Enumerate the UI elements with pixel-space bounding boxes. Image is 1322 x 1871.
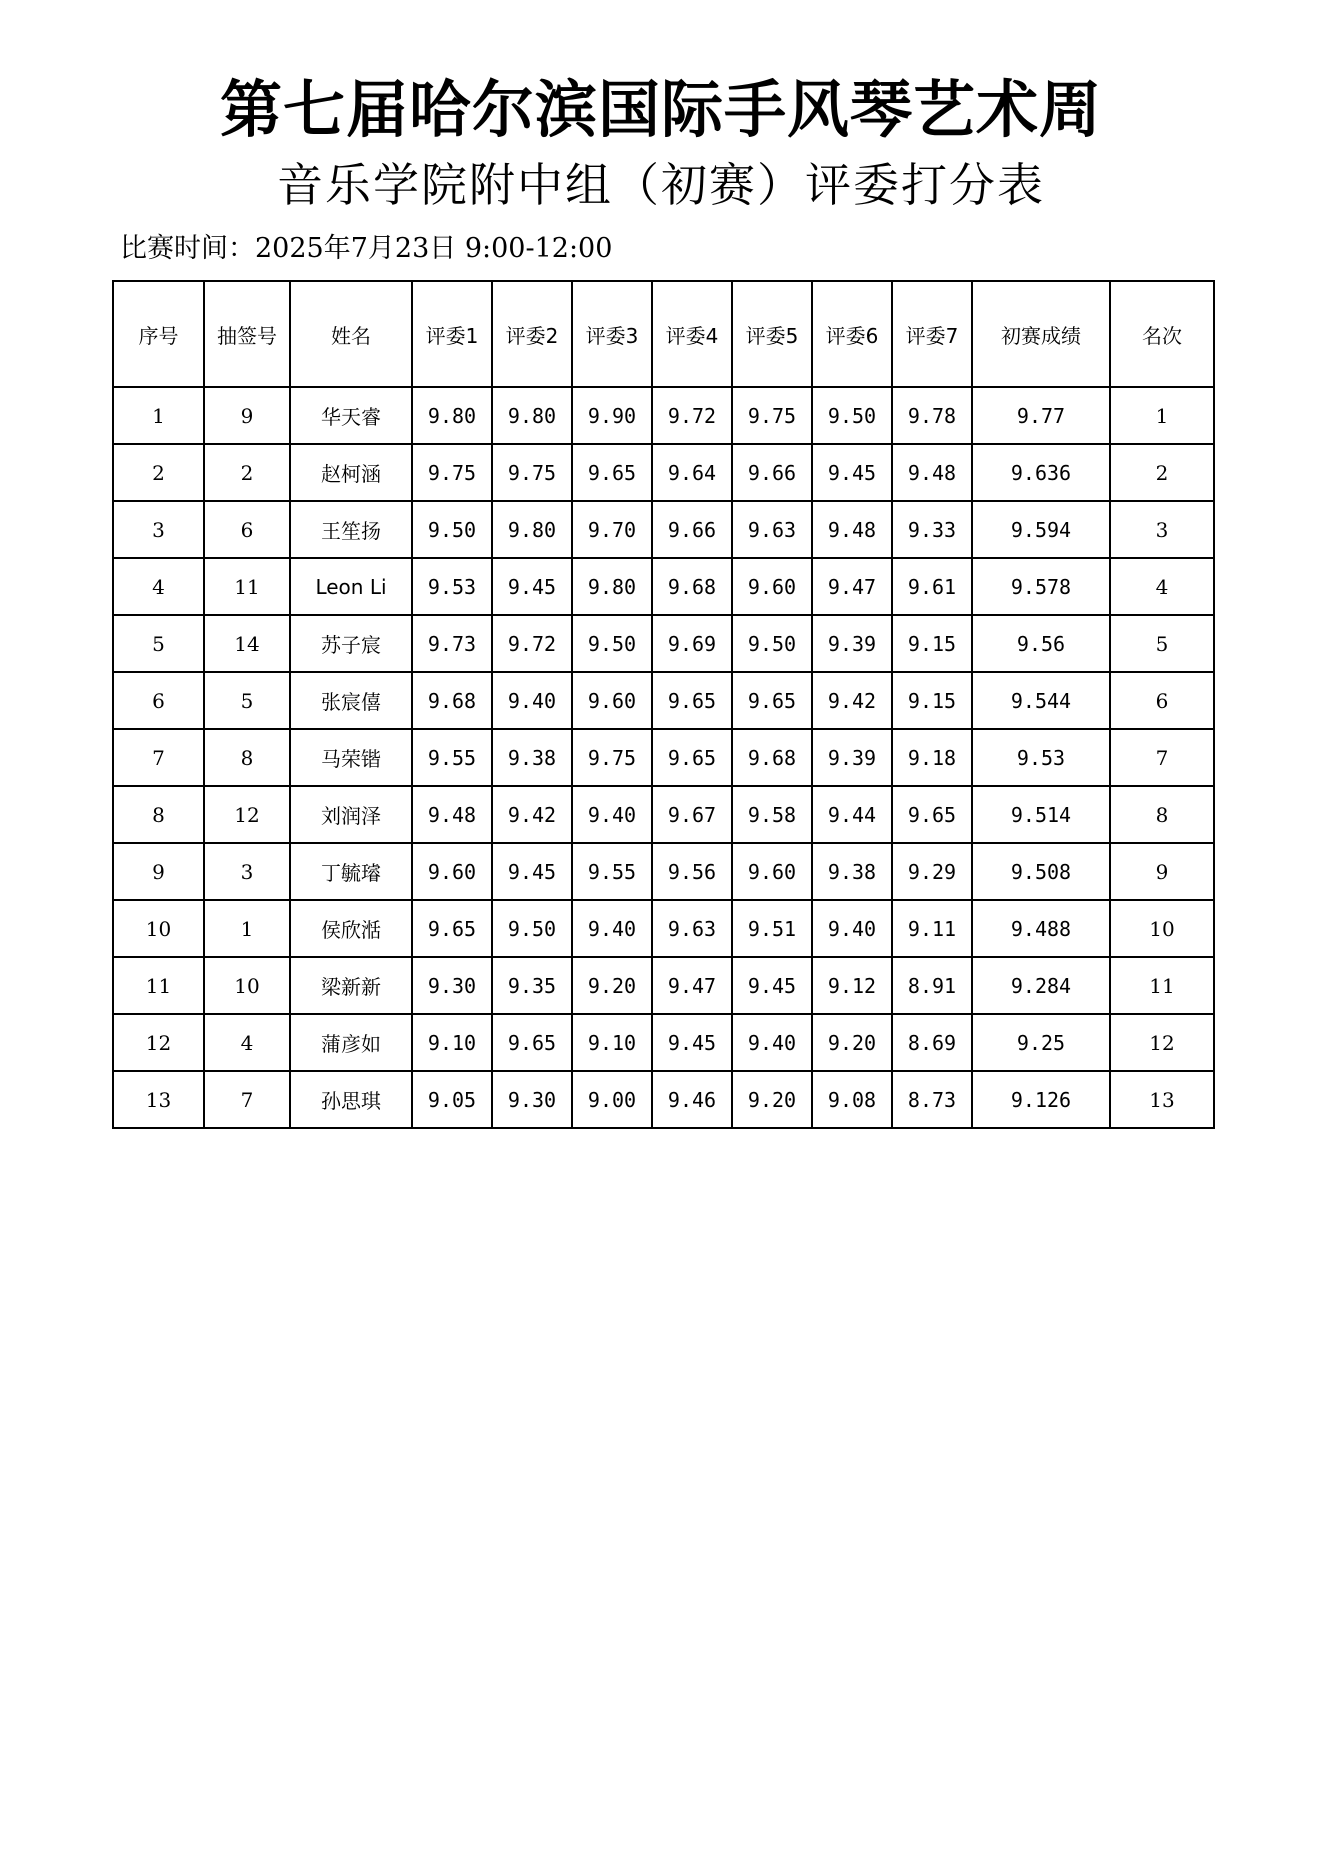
cell-index: 11 bbox=[113, 957, 204, 1014]
cell-judge-7: 9.11 bbox=[892, 900, 972, 957]
cell-judge-4: 9.45 bbox=[652, 1014, 732, 1071]
cell-judge-3: 9.40 bbox=[572, 900, 652, 957]
cell-name: 丁毓璿 bbox=[290, 843, 412, 900]
cell-judge-4: 9.67 bbox=[652, 786, 732, 843]
cell-judge-7: 9.61 bbox=[892, 558, 972, 615]
cell-judge-2: 9.45 bbox=[492, 843, 572, 900]
cell-index: 4 bbox=[113, 558, 204, 615]
table-row bbox=[113, 900, 1214, 957]
cell-draw-number: 1 bbox=[204, 900, 290, 957]
cell-draw-number: 10 bbox=[204, 957, 290, 1014]
table-row bbox=[113, 444, 1214, 501]
cell-name: 侯欣湉 bbox=[290, 900, 412, 957]
cell-rank: 6 bbox=[1110, 672, 1214, 729]
cell-judge-1: 9.50 bbox=[412, 501, 492, 558]
cell-judge-2: 9.65 bbox=[492, 1014, 572, 1071]
cell-judge-7: 9.29 bbox=[892, 843, 972, 900]
cell-preliminary-score: 9.126 bbox=[972, 1071, 1110, 1128]
table-row bbox=[113, 1071, 1214, 1128]
cell-draw-number: 6 bbox=[204, 501, 290, 558]
cell-judge-4: 9.69 bbox=[652, 615, 732, 672]
cell-name: 苏子宸 bbox=[290, 615, 412, 672]
cell-index: 2 bbox=[113, 444, 204, 501]
cell-judge-6: 9.12 bbox=[812, 957, 892, 1014]
cell-preliminary-score: 9.636 bbox=[972, 444, 1110, 501]
cell-preliminary-score: 9.77 bbox=[972, 387, 1110, 444]
cell-name: 蒲彦如 bbox=[290, 1014, 412, 1071]
cell-judge-3: 9.10 bbox=[572, 1014, 652, 1071]
cell-judge-4: 9.68 bbox=[652, 558, 732, 615]
cell-index: 12 bbox=[113, 1014, 204, 1071]
cell-index: 6 bbox=[113, 672, 204, 729]
cell-judge-3: 9.75 bbox=[572, 729, 652, 786]
table-row bbox=[113, 843, 1214, 900]
cell-judge-1: 9.55 bbox=[412, 729, 492, 786]
table-row bbox=[113, 1014, 1214, 1071]
cell-judge-5: 9.51 bbox=[732, 900, 812, 957]
header-judge-2: 评委2 bbox=[492, 281, 572, 387]
cell-name: Leon Li bbox=[290, 558, 412, 615]
cell-preliminary-score: 9.594 bbox=[972, 501, 1110, 558]
header-judge-7: 评委7 bbox=[892, 281, 972, 387]
cell-judge-7: 8.73 bbox=[892, 1071, 972, 1128]
cell-rank: 10 bbox=[1110, 900, 1214, 957]
cell-index: 9 bbox=[113, 843, 204, 900]
cell-judge-1: 9.10 bbox=[412, 1014, 492, 1071]
table-row bbox=[113, 957, 1214, 1014]
cell-judge-7: 8.91 bbox=[892, 957, 972, 1014]
cell-judge-2: 9.30 bbox=[492, 1071, 572, 1128]
cell-judge-4: 9.56 bbox=[652, 843, 732, 900]
cell-judge-1: 9.68 bbox=[412, 672, 492, 729]
cell-judge-1: 9.30 bbox=[412, 957, 492, 1014]
cell-judge-5: 9.20 bbox=[732, 1071, 812, 1128]
table-row bbox=[113, 615, 1214, 672]
cell-judge-3: 9.20 bbox=[572, 957, 652, 1014]
header-judge-3: 评委3 bbox=[572, 281, 652, 387]
cell-judge-6: 9.47 bbox=[812, 558, 892, 615]
cell-judge-4: 9.72 bbox=[652, 387, 732, 444]
header-preliminary-score: 初赛成绩 bbox=[972, 281, 1110, 387]
cell-judge-5: 9.60 bbox=[732, 558, 812, 615]
cell-judge-4: 9.46 bbox=[652, 1071, 732, 1128]
cell-preliminary-score: 9.488 bbox=[972, 900, 1110, 957]
cell-judge-5: 9.60 bbox=[732, 843, 812, 900]
cell-judge-2: 9.35 bbox=[492, 957, 572, 1014]
cell-index: 13 bbox=[113, 1071, 204, 1128]
header-judge-1: 评委1 bbox=[412, 281, 492, 387]
cell-judge-3: 9.50 bbox=[572, 615, 652, 672]
cell-judge-2: 9.38 bbox=[492, 729, 572, 786]
competition-time: 比赛时间：2025年7月23日 9:00-12:00 bbox=[120, 233, 613, 264]
cell-judge-3: 9.00 bbox=[572, 1071, 652, 1128]
cell-name: 张宸僖 bbox=[290, 672, 412, 729]
cell-preliminary-score: 9.508 bbox=[972, 843, 1110, 900]
cell-judge-5: 9.65 bbox=[732, 672, 812, 729]
cell-index: 7 bbox=[113, 729, 204, 786]
cell-judge-6: 9.39 bbox=[812, 615, 892, 672]
cell-judge-4: 9.65 bbox=[652, 729, 732, 786]
cell-judge-5: 9.50 bbox=[732, 615, 812, 672]
cell-judge-5: 9.63 bbox=[732, 501, 812, 558]
cell-judge-5: 9.68 bbox=[732, 729, 812, 786]
cell-name: 梁新新 bbox=[290, 957, 412, 1014]
cell-draw-number: 9 bbox=[204, 387, 290, 444]
table-header-row bbox=[113, 281, 1214, 387]
cell-judge-3: 9.80 bbox=[572, 558, 652, 615]
cell-judge-4: 9.63 bbox=[652, 900, 732, 957]
cell-draw-number: 7 bbox=[204, 1071, 290, 1128]
cell-draw-number: 11 bbox=[204, 558, 290, 615]
cell-judge-1: 9.75 bbox=[412, 444, 492, 501]
header-judge-6: 评委6 bbox=[812, 281, 892, 387]
cell-name: 华天睿 bbox=[290, 387, 412, 444]
cell-draw-number: 2 bbox=[204, 444, 290, 501]
cell-judge-2: 9.72 bbox=[492, 615, 572, 672]
cell-judge-6: 9.20 bbox=[812, 1014, 892, 1071]
cell-judge-2: 9.40 bbox=[492, 672, 572, 729]
cell-preliminary-score: 9.284 bbox=[972, 957, 1110, 1014]
cell-judge-7: 9.18 bbox=[892, 729, 972, 786]
cell-draw-number: 8 bbox=[204, 729, 290, 786]
cell-rank: 9 bbox=[1110, 843, 1214, 900]
cell-judge-6: 9.39 bbox=[812, 729, 892, 786]
cell-judge-2: 9.50 bbox=[492, 900, 572, 957]
cell-judge-7: 9.48 bbox=[892, 444, 972, 501]
cell-judge-2: 9.45 bbox=[492, 558, 572, 615]
page-title: 第七届哈尔滨国际手风琴艺术周 bbox=[219, 73, 1102, 146]
cell-judge-6: 9.08 bbox=[812, 1071, 892, 1128]
cell-judge-3: 9.90 bbox=[572, 387, 652, 444]
cell-name: 刘润泽 bbox=[290, 786, 412, 843]
header-rank: 名次 bbox=[1110, 281, 1214, 387]
cell-preliminary-score: 9.544 bbox=[972, 672, 1110, 729]
header-name: 姓名 bbox=[290, 281, 412, 387]
cell-index: 10 bbox=[113, 900, 204, 957]
cell-judge-6: 9.40 bbox=[812, 900, 892, 957]
cell-rank: 12 bbox=[1110, 1014, 1214, 1071]
cell-rank: 8 bbox=[1110, 786, 1214, 843]
cell-rank: 11 bbox=[1110, 957, 1214, 1014]
cell-judge-1: 9.65 bbox=[412, 900, 492, 957]
cell-judge-5: 9.75 bbox=[732, 387, 812, 444]
table-row bbox=[113, 558, 1214, 615]
cell-judge-3: 9.40 bbox=[572, 786, 652, 843]
table-row bbox=[113, 501, 1214, 558]
cell-index: 5 bbox=[113, 615, 204, 672]
cell-preliminary-score: 9.514 bbox=[972, 786, 1110, 843]
header-index: 序号 bbox=[113, 281, 204, 387]
cell-judge-7: 8.69 bbox=[892, 1014, 972, 1071]
cell-judge-6: 9.38 bbox=[812, 843, 892, 900]
cell-judge-2: 9.75 bbox=[492, 444, 572, 501]
cell-rank: 4 bbox=[1110, 558, 1214, 615]
cell-judge-2: 9.42 bbox=[492, 786, 572, 843]
cell-judge-7: 9.65 bbox=[892, 786, 972, 843]
cell-judge-3: 9.60 bbox=[572, 672, 652, 729]
table-row bbox=[113, 672, 1214, 729]
cell-judge-6: 9.45 bbox=[812, 444, 892, 501]
cell-judge-5: 9.45 bbox=[732, 957, 812, 1014]
cell-rank: 13 bbox=[1110, 1071, 1214, 1128]
cell-judge-3: 9.65 bbox=[572, 444, 652, 501]
cell-judge-7: 9.15 bbox=[892, 672, 972, 729]
cell-judge-3: 9.55 bbox=[572, 843, 652, 900]
cell-judge-2: 9.80 bbox=[492, 387, 572, 444]
cell-preliminary-score: 9.53 bbox=[972, 729, 1110, 786]
header-judge-4: 评委4 bbox=[652, 281, 732, 387]
cell-judge-4: 9.47 bbox=[652, 957, 732, 1014]
table-row bbox=[113, 729, 1214, 786]
cell-name: 王笙扬 bbox=[290, 501, 412, 558]
cell-judge-5: 9.40 bbox=[732, 1014, 812, 1071]
cell-judge-1: 9.48 bbox=[412, 786, 492, 843]
cell-draw-number: 14 bbox=[204, 615, 290, 672]
cell-judge-4: 9.64 bbox=[652, 444, 732, 501]
cell-judge-1: 9.60 bbox=[412, 843, 492, 900]
cell-index: 1 bbox=[113, 387, 204, 444]
header-draw-number: 抽签号 bbox=[204, 281, 290, 387]
cell-draw-number: 4 bbox=[204, 1014, 290, 1071]
cell-draw-number: 12 bbox=[204, 786, 290, 843]
cell-judge-1: 9.73 bbox=[412, 615, 492, 672]
cell-rank: 5 bbox=[1110, 615, 1214, 672]
cell-name: 马荣锴 bbox=[290, 729, 412, 786]
cell-judge-1: 9.80 bbox=[412, 387, 492, 444]
cell-rank: 2 bbox=[1110, 444, 1214, 501]
cell-draw-number: 3 bbox=[204, 843, 290, 900]
cell-judge-7: 9.78 bbox=[892, 387, 972, 444]
cell-draw-number: 5 bbox=[204, 672, 290, 729]
cell-index: 8 bbox=[113, 786, 204, 843]
cell-index: 3 bbox=[113, 501, 204, 558]
cell-judge-4: 9.66 bbox=[652, 501, 732, 558]
page-subtitle: 音乐学院附中组（初赛）评委打分表 bbox=[277, 158, 1045, 212]
cell-judge-6: 9.42 bbox=[812, 672, 892, 729]
cell-judge-5: 9.58 bbox=[732, 786, 812, 843]
cell-judge-2: 9.80 bbox=[492, 501, 572, 558]
table-row bbox=[113, 387, 1214, 444]
cell-name: 孙思琪 bbox=[290, 1071, 412, 1128]
cell-judge-4: 9.65 bbox=[652, 672, 732, 729]
cell-preliminary-score: 9.56 bbox=[972, 615, 1110, 672]
cell-rank: 3 bbox=[1110, 501, 1214, 558]
score-table bbox=[112, 280, 1215, 1129]
cell-judge-3: 9.70 bbox=[572, 501, 652, 558]
cell-judge-1: 9.53 bbox=[412, 558, 492, 615]
header-judge-5: 评委5 bbox=[732, 281, 812, 387]
cell-judge-6: 9.44 bbox=[812, 786, 892, 843]
cell-preliminary-score: 9.25 bbox=[972, 1014, 1110, 1071]
table-row bbox=[113, 786, 1214, 843]
cell-judge-6: 9.50 bbox=[812, 387, 892, 444]
cell-judge-5: 9.66 bbox=[732, 444, 812, 501]
cell-judge-7: 9.15 bbox=[892, 615, 972, 672]
cell-name: 赵柯涵 bbox=[290, 444, 412, 501]
cell-judge-7: 9.33 bbox=[892, 501, 972, 558]
table-body bbox=[113, 387, 1214, 1128]
cell-preliminary-score: 9.578 bbox=[972, 558, 1110, 615]
cell-rank: 1 bbox=[1110, 387, 1214, 444]
cell-judge-6: 9.48 bbox=[812, 501, 892, 558]
cell-rank: 7 bbox=[1110, 729, 1214, 786]
cell-judge-1: 9.05 bbox=[412, 1071, 492, 1128]
